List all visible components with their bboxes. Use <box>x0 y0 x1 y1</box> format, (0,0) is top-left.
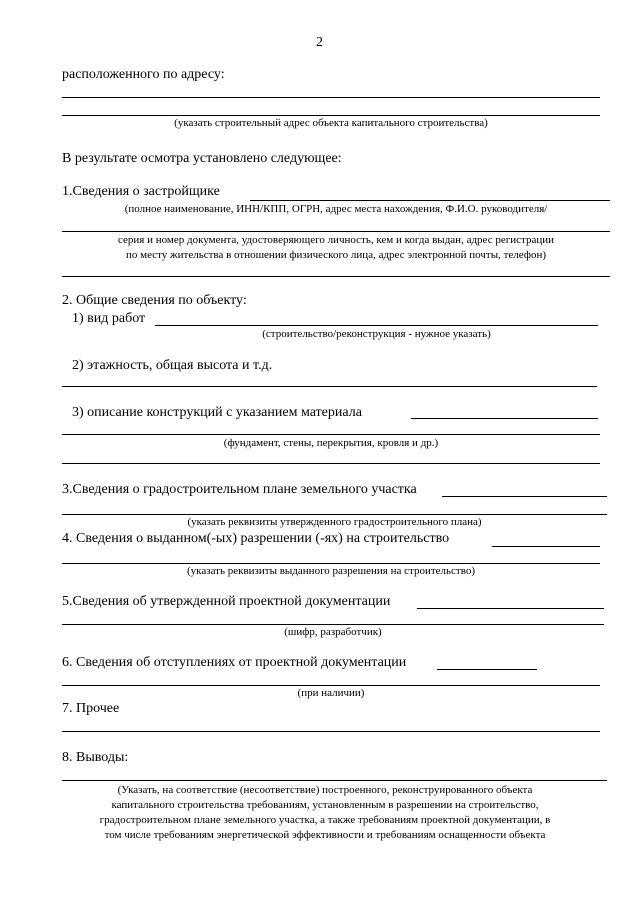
section2-item1-line[interactable] <box>155 325 598 326</box>
section5-title: 5.Сведения об утвержденной проектной документации <box>62 594 391 609</box>
section6-line-1[interactable] <box>437 669 537 670</box>
section5-line-1[interactable] <box>417 608 604 609</box>
section1-hint-line1: (полное наименование, ИНН/КПП, ОГРН, адрес места нахождения, Ф.И.О. руководителя/ <box>124 203 548 215</box>
section2-item3-line-2[interactable] <box>62 434 600 435</box>
section8-line[interactable] <box>62 780 607 781</box>
section1-line-1[interactable] <box>250 200 610 201</box>
section1-hint-line2: серия и номер документа, удостоверяющего личность, кем и когда выдан, адрес регистрации <box>118 234 554 246</box>
section3-hint: (указать реквизиты утвержденного градостроительного плана) <box>187 516 482 528</box>
section8-hint-line4: том числе требованиям энергетической эффективности и требованиям оснащенности объекта <box>104 829 546 841</box>
section4-title: 4. Сведения о выданном(-ых) разрешении (-ях) на строительство <box>62 531 450 546</box>
section6-hint: (при наличии) <box>297 687 365 699</box>
section1-hint-line3: по месту жительства в отношении физического лица, адрес электронной почты, телефон) <box>125 249 546 261</box>
address-hint: (указать строительный адрес объекта капитального строительства) <box>174 117 488 129</box>
section7-title: 7. Прочее <box>62 701 120 716</box>
section8-title: 8. Выводы: <box>62 750 129 765</box>
section4-hint: (указать реквизиты выданного разрешения на строительство) <box>187 565 475 577</box>
address-label: расположенного по адресу: <box>62 67 225 82</box>
section5-line-2[interactable] <box>62 624 604 625</box>
section1-title: 1.Сведения о застройщике <box>62 184 220 199</box>
section6-title: 6. Сведения об отступлениях от проектной документации <box>62 655 407 670</box>
section2-item1-label: 1) вид работ <box>72 311 146 326</box>
section3-line-2[interactable] <box>62 514 607 515</box>
section3-line-1[interactable] <box>442 496 607 497</box>
section4-line-1[interactable] <box>492 546 600 547</box>
section8-hint-line3: градостроительном плане земельного участка, а также требованиям проектной документации, в <box>99 814 551 826</box>
section4-line-2[interactable] <box>62 563 600 564</box>
section2-item3-hint: (фундамент, стены, перекрытия, кровля и др.) <box>223 437 439 449</box>
section2-item3-line-1[interactable] <box>411 418 598 419</box>
section8-hint-line2: капитального строительства требованиям, установленным в разрешении на строительство, <box>111 799 539 811</box>
inspection-intro: В результате осмотра установлено следующее: <box>62 151 342 166</box>
section8-hint-line1: (Указать, на соответствие (несоответствие) построенного, реконструированного объекта <box>117 784 533 796</box>
section7-line[interactable] <box>62 731 600 732</box>
section2-title: 2. Общие сведения по объекту: <box>62 293 247 308</box>
section2-item3-label: 3) описание конструкций с указанием материала <box>72 405 362 420</box>
section5-hint: (шифр, разработчик) <box>284 626 382 638</box>
section1-line-2[interactable] <box>62 231 610 232</box>
section2-item2-line[interactable] <box>62 386 597 387</box>
section2-item1-hint: (строительство/реконструкция - нужное указать) <box>262 328 491 340</box>
address-line-2[interactable] <box>62 115 600 116</box>
address-line-1[interactable] <box>62 97 600 98</box>
section2-item2-label: 2) этажность, общая высота и т.д. <box>72 358 273 373</box>
section6-line-2[interactable] <box>62 685 600 686</box>
section1-line-3[interactable] <box>62 276 610 277</box>
page-number: 2 <box>316 35 323 50</box>
section2-item3-line-3[interactable] <box>62 463 600 464</box>
section3-title: 3.Сведения о градостроительном плане земельного участка <box>62 482 417 497</box>
